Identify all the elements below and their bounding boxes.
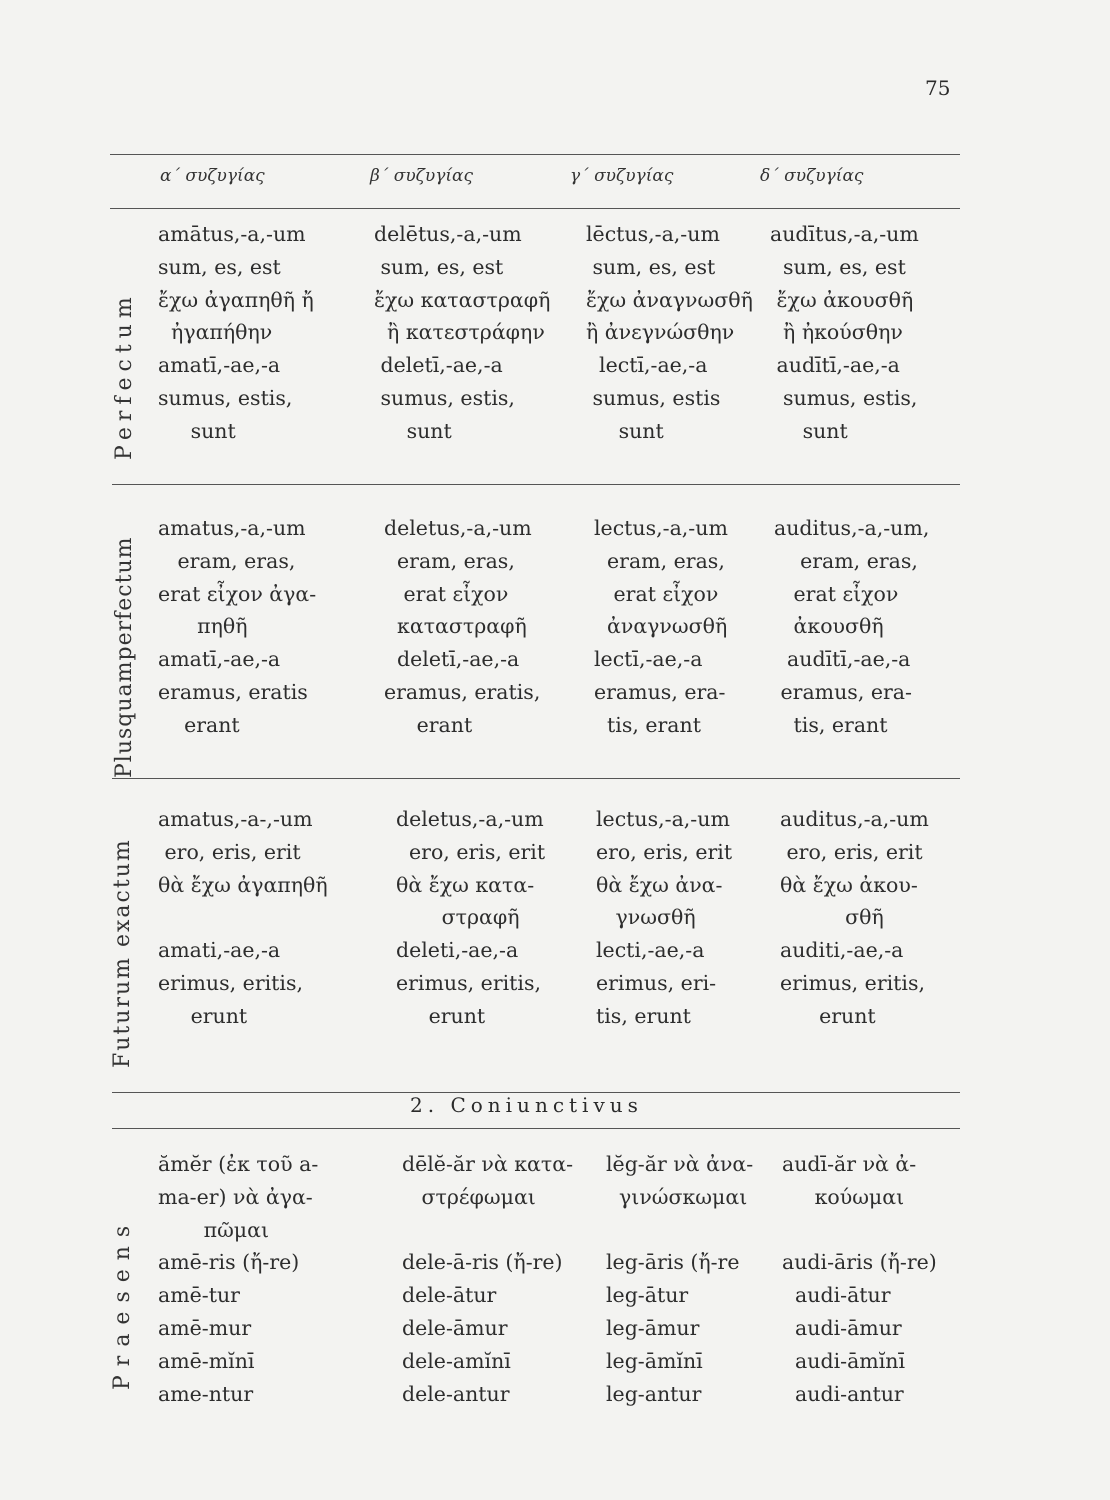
cell-line: audītī,-ae,-a [770,353,900,378]
cell-line: audī-ăr νὰ ἀ- [782,1152,917,1176]
section-label-praesens: Praesens [110,1216,135,1390]
cell-line: amē-mur [158,1315,252,1340]
cell-line: lectus,-a,-um [594,516,728,540]
cell-line: erat εἶχον [384,581,509,606]
cell-line: deletī,-ae,-a [374,353,503,378]
header-col-1: α΄ συζυγίας [160,166,265,186]
cell-line: sumus, estis, [770,385,918,410]
cell-line: στραφῆ [396,905,520,930]
cell-line: lectī,-ae,-a [586,353,708,378]
plusquamperfectum-col-3 [594,512,728,742]
cell-line: leg-antur [606,1381,702,1406]
perfectum-col-4 [770,218,919,448]
cell-line: delētus,-a,-um [374,222,522,246]
cell-line: sunt [158,418,236,443]
cell-line: erimus, eritis, [780,970,926,995]
cell-line: sunt [374,418,452,443]
coniunctivus-title: 2. Coniunctivus [410,1093,643,1117]
cell-line: eramus, era- [594,679,726,704]
section-label-futurum: Futurum exactum [110,838,135,1068]
cell-line: leg-āris (ἤ-re [606,1250,740,1275]
cell-line: erant [384,712,473,737]
cell-line: ἢ ἀνεγνώσθην [586,320,735,345]
praesens-col-1 [158,1148,318,1410]
cell-line: θὰ ἔχω ἀνα- [596,872,723,897]
cell-line: amātus,-a,-um [158,222,306,246]
cell-line: eramus, eratis, [384,679,541,704]
praesens-col-3 [606,1148,753,1410]
futurum-col-2 [396,803,545,1033]
cell-line: leg-āmĭnī [606,1348,703,1373]
cell-line: σθῆ [780,905,884,930]
cell-line: erunt [158,1003,248,1028]
cell-line: eram, eras, [158,548,296,573]
header-col-4: δ΄ συζυγίας [760,166,864,186]
cell-line: πῶμαι [158,1217,270,1242]
cell-line: γινώσκωμαι [606,1184,748,1209]
cell-line: lēctus,-a,-um [586,222,720,246]
cell-line: ero, eris, erit [396,839,546,864]
futurum-col-3 [596,803,732,1033]
cell-line: erimus, eritis, [158,970,304,995]
cell-line: θὰ ἔχω ἀκου- [780,872,918,897]
cell-line: amatus,-a,-um [158,516,306,540]
cell-line: erunt [396,1003,486,1028]
perfectum-col-3 [586,218,753,448]
table-header [150,166,950,196]
cell-line: tis, erant [594,712,701,737]
cell-line: dele-antur [402,1381,510,1406]
cell-line [402,1214,573,1247]
page-number: 75 [925,76,951,100]
cell-line: ἔχω ἀναγνωσθῆ [586,287,753,312]
cell-line: amē-mĭnī [158,1348,255,1373]
top-rule [110,154,960,155]
cell-line: amatī,-ae,-a [158,647,281,672]
cell-line: amati,-ae,-a [158,938,281,963]
cell-line: eram, eras, [594,548,725,573]
perfectum-col-1 [158,218,314,448]
cell-line: ἔχω ἀγαπηθῆ ἤ [158,287,314,312]
cell-line: eramus, era- [774,679,912,704]
cell-line: erat εἶχον [774,581,899,606]
cell-line: sumus, estis, [374,385,515,410]
header-rule [110,208,960,209]
cell-line: ero, eris, erit [596,839,733,864]
section-label-plusquamperfectum: Plusquamperfectum [112,536,137,778]
cell-line: κούωμαι [782,1184,905,1209]
cell-line: dele-ātur [402,1283,497,1308]
plusquamperfectum-col-4 [774,512,929,742]
cell-line: sumus, estis [586,385,721,410]
cell-line: audītus,-a,-um [770,222,919,246]
cell-line: auditus,-a,-um [780,807,929,831]
cell-line: ero, eris, erit [780,839,923,864]
cell-line [158,901,328,934]
cell-line: eramus, eratis [158,679,308,704]
futurum-col-4 [780,803,929,1033]
cell-line: ămĕr (ἐκ τοῦ a- [158,1152,319,1176]
cell-line: ἔχω ἀκουσθῆ [770,287,914,312]
cell-line: tis, erant [774,712,888,737]
cell-line: lectus,-a,-um [596,807,730,831]
cell-line: ἠγαπήθην [158,320,273,345]
section-label-perfectum: Perfectum [112,291,137,460]
perfectum-col-2 [374,218,550,448]
cell-line: sum, es, est [374,254,504,279]
cell-line: audi-ātur [782,1283,891,1308]
coniunctivus-rule [112,1128,960,1129]
cell-line: erant [158,712,240,737]
cell-line: auditi,-ae,-a [780,938,904,963]
futurum-col-1 [158,803,328,1033]
cell-line: sumus, estis, [158,385,293,410]
cell-line: θὰ ἔχω ἀγαπηθῆ [158,872,328,897]
plusquamperfectum-rule [112,778,960,779]
cell-line: audi-āmĭnī [782,1348,906,1373]
header-col-3: γ΄ συζυγίας [570,166,674,186]
cell-line: lĕg-ăr νὰ ἀνα- [606,1152,754,1176]
cell-line: tis, erunt [596,1003,691,1028]
cell-line: leg-āmur [606,1315,700,1340]
cell-line: audi-āmur [782,1315,902,1340]
cell-line: erimus, eri- [596,970,717,995]
cell-line: deletus,-a,-um [396,807,544,831]
cell-line: sum, es, est [770,254,906,279]
cell-line: sunt [770,418,848,443]
cell-line: γνωσθῆ [596,905,696,930]
cell-line: amē-tur [158,1283,240,1308]
cell-line: erat εἶχον [594,581,719,606]
cell-line: sum, es, est [158,254,281,279]
plusquamperfectum-col-2 [384,512,540,742]
cell-line: deleti,-ae,-a [396,938,519,963]
cell-line: dēlĕ-ăr νὰ κατα- [402,1152,573,1176]
praesens-col-4 [782,1148,937,1410]
cell-line: amē-ris (ἤ-re) [158,1250,300,1275]
cell-line: amatus,-a-,-um [158,807,313,831]
cell-line: deletī,-ae,-a [384,647,520,672]
cell-line: erimus, eritis, [396,970,542,995]
cell-line: erunt [780,1003,876,1028]
cell-line: θὰ ἔχω κατα- [396,872,535,897]
cell-line: dele-amĭnī [402,1348,511,1373]
cell-line: auditus,-a,-um, [774,516,930,540]
perfectum-rule [112,484,960,485]
cell-line [782,1214,937,1247]
cell-line: audi-āris (ἤ-re) [782,1250,937,1275]
cell-line: amatī,-ae,-a [158,353,281,378]
cell-line: καταστραφῆ [384,614,527,639]
cell-line: πηθῆ [158,614,248,639]
header-col-2: β΄ συζυγίας [370,166,474,186]
cell-line: dele-āmur [402,1315,508,1340]
cell-line: ἀναγνωσθῆ [594,614,728,639]
cell-line: audītī,-ae,-a [774,647,911,672]
cell-line: ame-ntur [158,1381,254,1406]
cell-line: ἀκουσθῆ [774,614,884,639]
cell-line: deletus,-a,-um [384,516,532,540]
cell-line: ἢ κατεστράφην [374,320,545,345]
cell-line [606,1214,753,1247]
cell-line: ma-er) νὰ ἀγα- [158,1184,313,1209]
praesens-col-2 [402,1148,573,1410]
cell-line: ἢ ἠκούσθην [770,320,903,345]
cell-line: eram, eras, [384,548,515,573]
cell-line: sum, es, est [586,254,716,279]
cell-line: ero, eris, erit [158,839,301,864]
plusquamperfectum-col-1 [158,512,316,742]
cell-line: στρέφωμαι [402,1184,536,1209]
cell-line: ἔχω καταστραφῆ [374,287,551,312]
cell-line: lecti,-ae,-a [596,938,705,963]
cell-line: lectī,-ae,-a [594,647,703,672]
cell-line: sunt [586,418,664,443]
cell-line: eram, eras, [774,548,918,573]
cell-line: audi-antur [782,1381,904,1406]
cell-line: dele-ā-ris (ἤ-re) [402,1250,563,1275]
cell-line: erat εἶχον ἀγα- [158,581,317,606]
cell-line: leg-ātur [606,1283,689,1308]
